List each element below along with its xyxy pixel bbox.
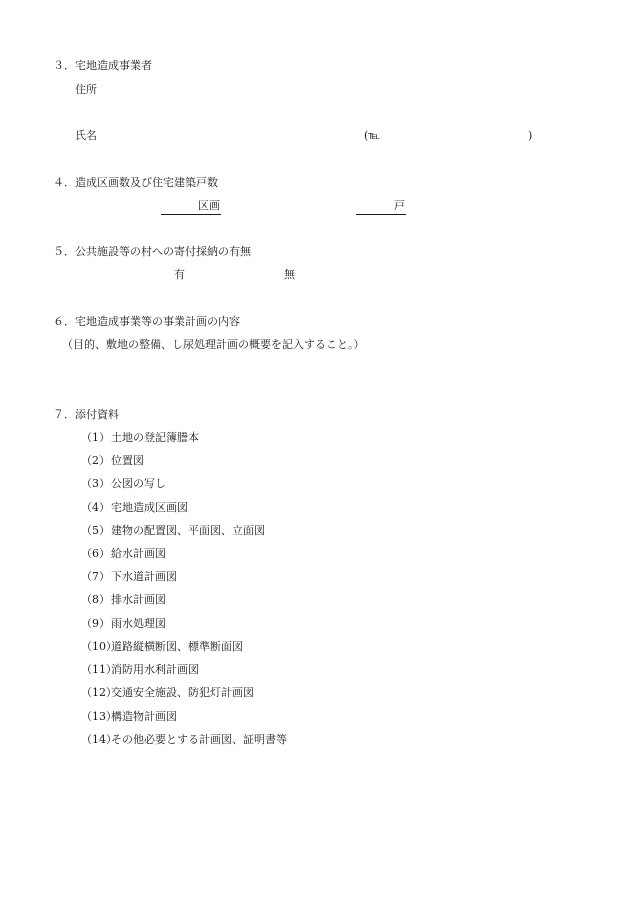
houses-field[interactable] xyxy=(356,199,406,215)
attachment-item: （2）位置図 xyxy=(81,454,144,467)
section-6-heading: ６．宅地造成事業等の事業計画の内容 xyxy=(53,315,240,328)
lots-unit: 区画 xyxy=(161,199,221,215)
attachment-item: （11）消防用水利計画図 xyxy=(81,663,199,676)
attachment-item: （1）土地の登記簿謄本 xyxy=(81,431,199,444)
lots-field[interactable] xyxy=(161,199,221,215)
address-label: 住所 xyxy=(75,83,97,96)
tel-open: (℡ xyxy=(364,129,381,142)
attachment-item: （4）宅地造成区画図 xyxy=(81,501,188,514)
name-label: 氏名 xyxy=(75,129,97,142)
attachment-item: （6）給水計画図 xyxy=(81,547,166,560)
attachment-item: （13）構造物計画図 xyxy=(81,710,177,723)
section-3-heading: ３．宅地造成事業者 xyxy=(53,59,152,72)
option-no[interactable]: 無 xyxy=(284,268,295,281)
attachment-item: （14）その他必要とする計画図、証明書等 xyxy=(81,733,287,746)
attachment-item: （10）道路縦横断図、標準断面図 xyxy=(81,640,243,653)
attachment-item: （12）交通安全施設、防犯灯計画図 xyxy=(81,686,254,699)
section-6-note: （目的、敷地の整備、し尿処理計画の概要を記入すること。） xyxy=(62,338,365,351)
attachment-item: （9）雨水処理図 xyxy=(81,617,166,630)
section-4-heading: ４．造成区画数及び住宅建築戸数 xyxy=(53,176,218,189)
tel-close: ) xyxy=(528,129,533,142)
section-7-heading: ７．添付資料 xyxy=(53,408,119,421)
houses-unit: 戸 xyxy=(356,199,406,215)
attachment-item: （3）公図の写し xyxy=(81,477,166,490)
option-yes[interactable]: 有 xyxy=(174,268,185,281)
attachment-item: （5）建物の配置図、平面図、立面図 xyxy=(81,524,265,537)
section-5-heading: ５．公共施設等の村への寄付採納の有無 xyxy=(53,245,251,258)
attachment-item: （7）下水道計画図 xyxy=(81,570,177,583)
attachment-item: （8）排水計画図 xyxy=(81,593,166,606)
